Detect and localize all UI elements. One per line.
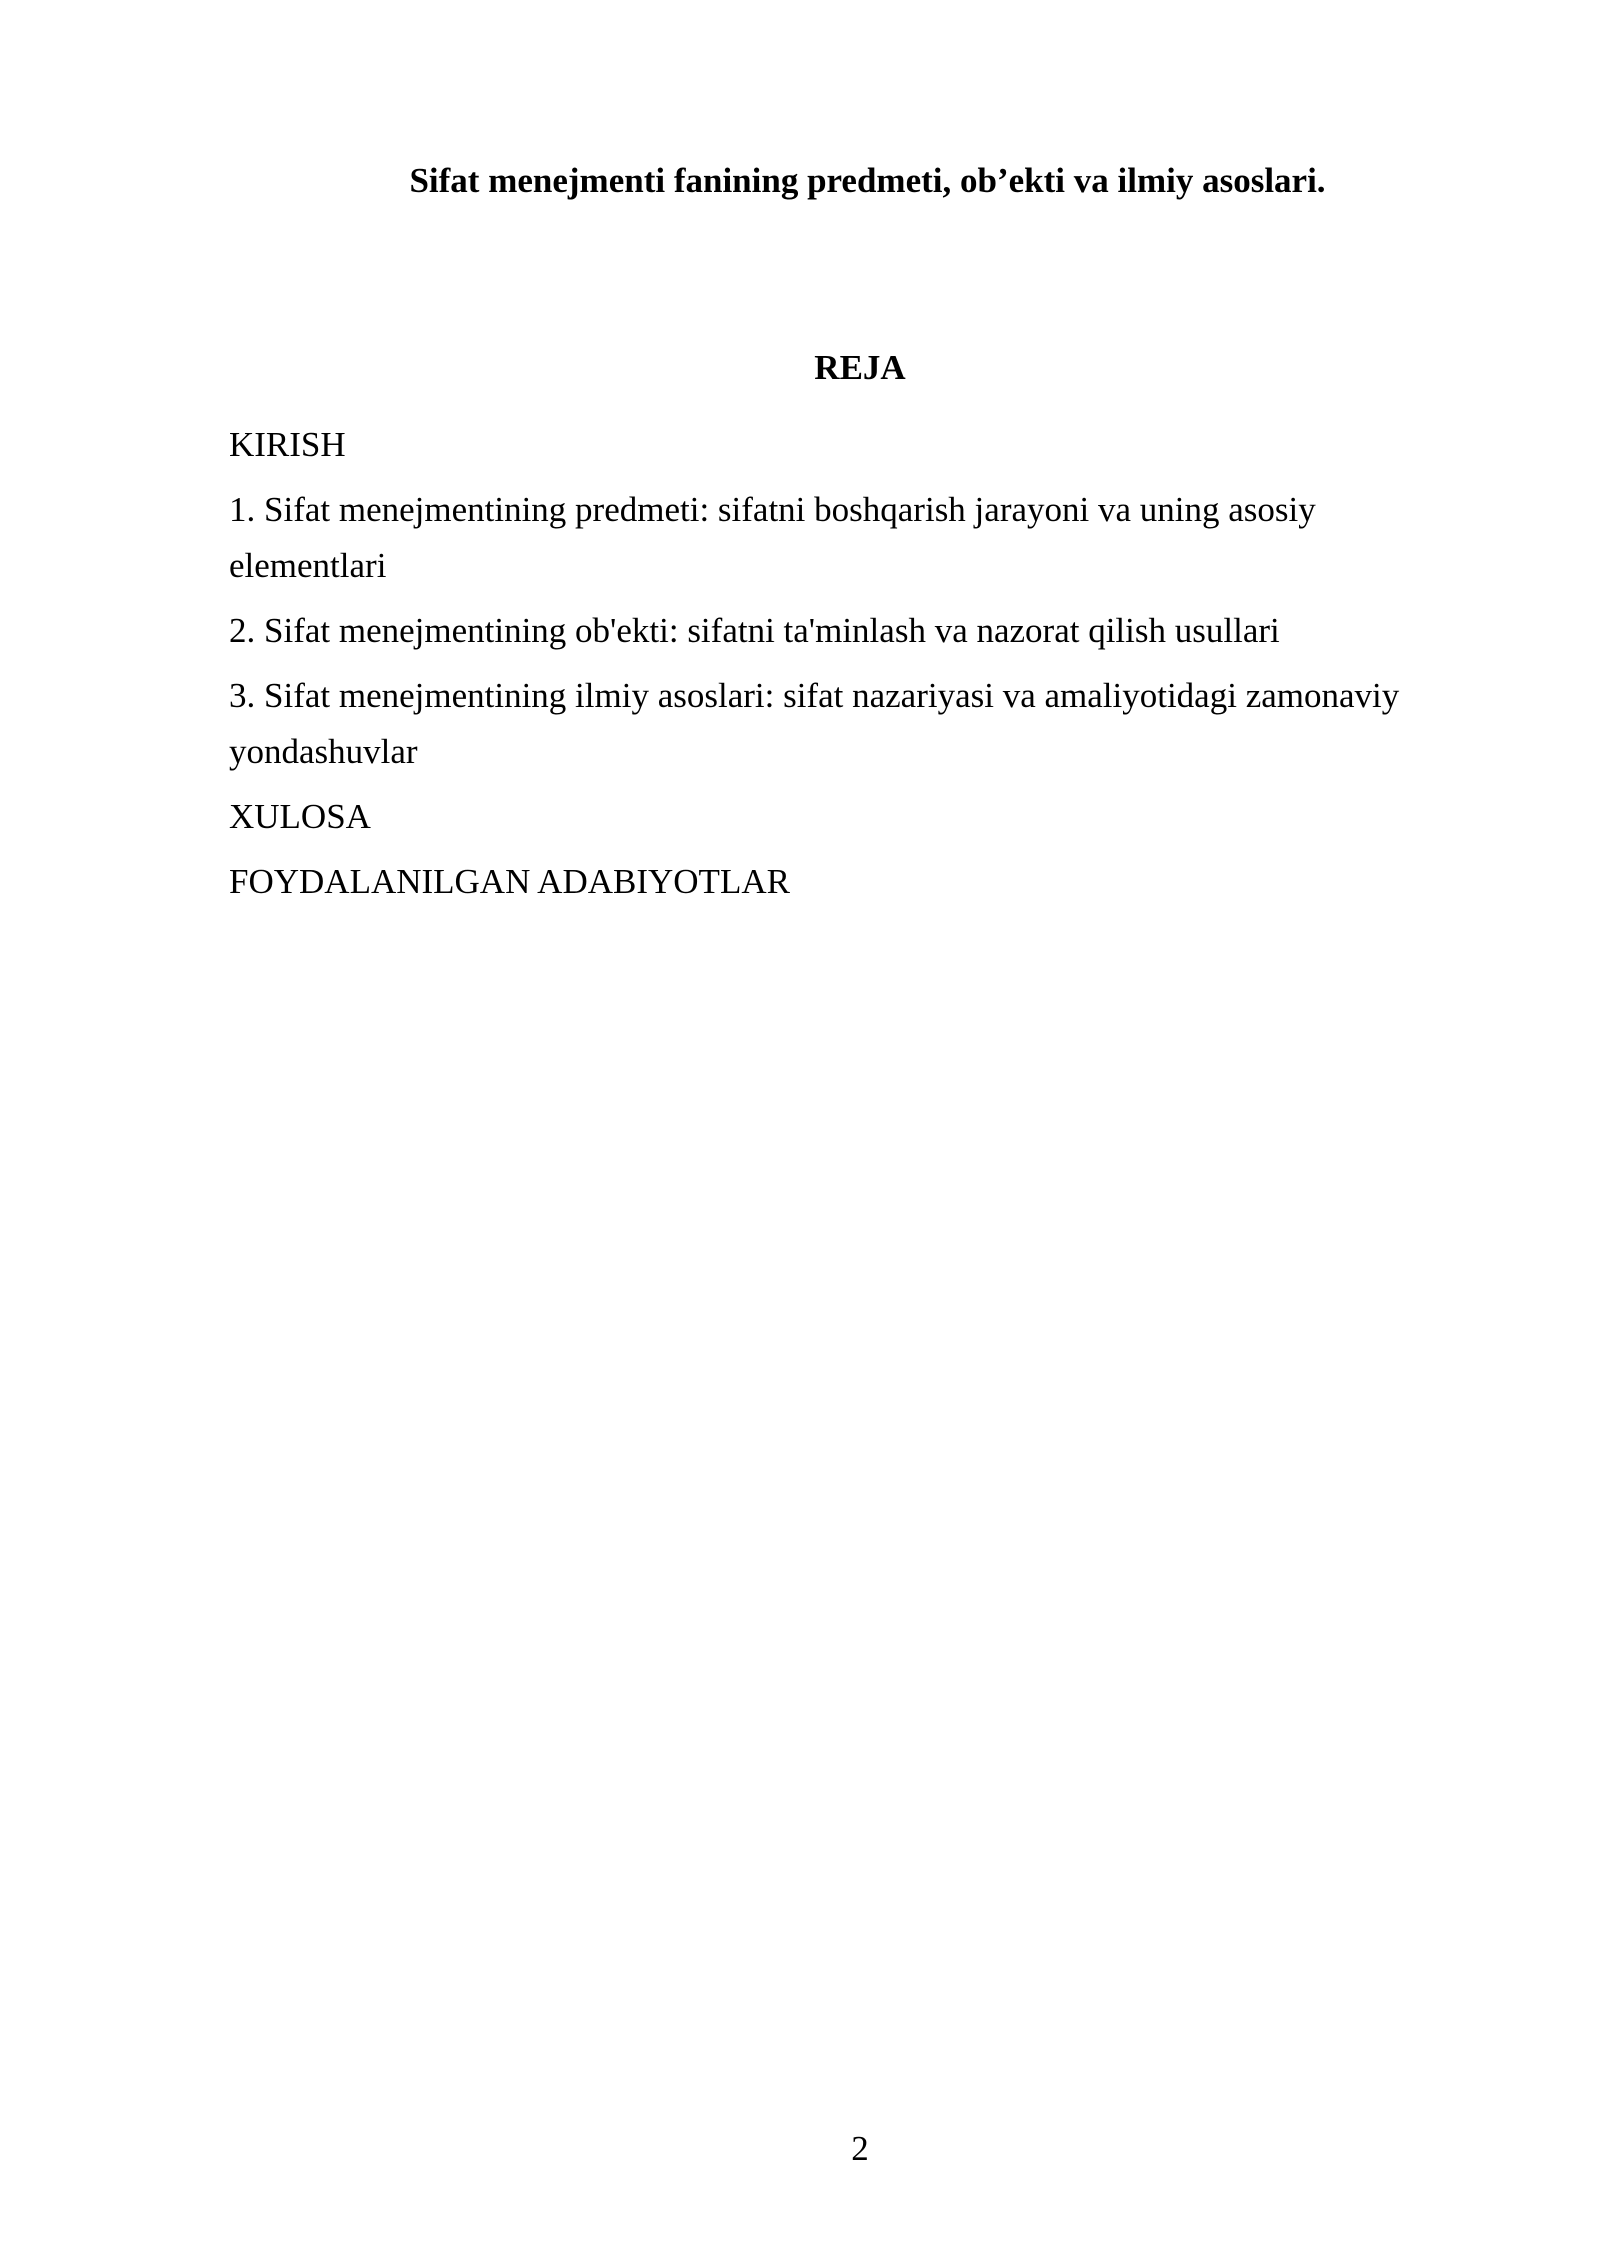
page-number: 2 (851, 2129, 869, 2168)
document-title: Sifat menejmenti fanining predmeti, ob’ekti va ilmiy asoslari. (409, 161, 1326, 200)
plan-heading: REJA (814, 348, 906, 387)
plan-item-introduction: KIRISH (229, 425, 346, 464)
plan-item-subject: 1. Sifat menejmentining predmeti: sifatni boshqarish jarayoni va uning asosiy elementlari (229, 490, 1316, 585)
plan-item-object: 2. Sifat menejmentining ob'ekti: sifatni ta'minlash va nazorat qilish usullari (229, 611, 1280, 650)
plan-item-references: FOYDALANILGAN ADABIYOTLAR (229, 862, 790, 901)
plan-item-scientific-foundations: 3. Sifat menejmentining ilmiy asoslari: sifat nazariyasi va amaliyotidagi zamonaviy yondashuvlar (229, 676, 1400, 771)
plan-item-conclusion: XULOSA (229, 797, 371, 836)
plan-list (229, 417, 1409, 919)
